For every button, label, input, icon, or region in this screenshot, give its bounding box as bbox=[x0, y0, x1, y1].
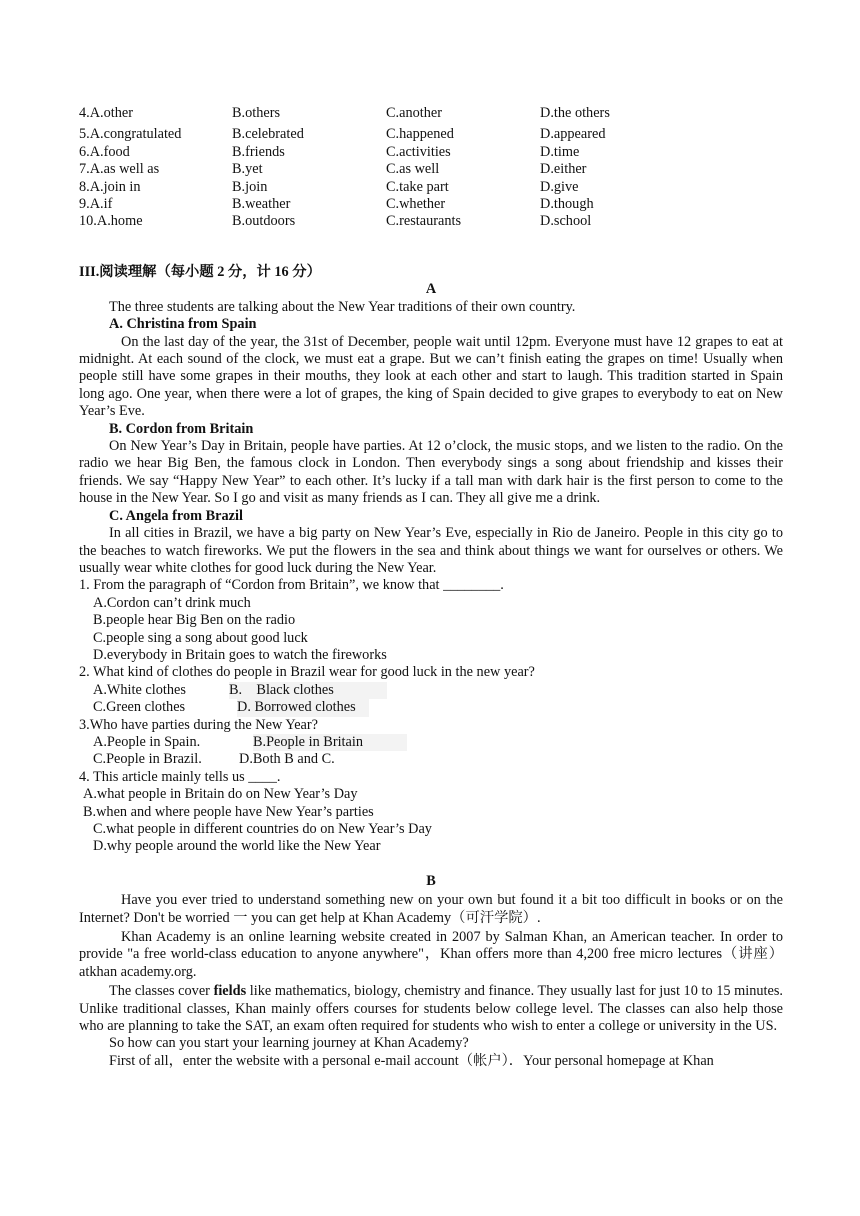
paragraph-3-rest: like mathematics, biology, chemistry and finance. They usually last for just 10 to 15 minutes. Unlike traditional classes, Khan mainly offers courses for students below college level. The classes can also help those who are planning to take the SAT, an exam often required for students who wish to enter a college or university in the US. bbox=[79, 983, 784, 1035]
option-a: 8.A.join in bbox=[79, 178, 141, 195]
option-row bbox=[79, 213, 779, 230]
option-c: C.activities bbox=[386, 143, 451, 160]
reading-section bbox=[79, 264, 783, 1070]
question-3-option-a: A.People in Spain. bbox=[93, 733, 201, 750]
paragraph-3-lead: The classes cover bbox=[109, 983, 214, 1000]
option-b: B.outdoors bbox=[232, 213, 296, 230]
question-1-option-a: A.Cordon can’t drink much bbox=[93, 594, 251, 611]
question-2-option-d: D. Borrowed clothes bbox=[237, 699, 369, 716]
option-b: B.others bbox=[232, 105, 281, 121]
passage-a-label: A bbox=[425, 281, 437, 298]
question-4-option-d: D.why people around the world like the New Year bbox=[93, 838, 381, 855]
part-text-britain: On New Year’s Day in Britain, people have parties. At 12 o’clock, the music stops, and we listen to the radio. On the radio we hear Big Ben, the famous clock in London. Then everybody sings a song about friendship and kisses their friends. We say “Happy New Year” to each other. It’s lucky if a tall man with dark hair is the first person to come to the house in the New Year. So I go and visit as many friends as I can. They all give me a drink. bbox=[79, 438, 783, 507]
part-text-brazil: In all cities in Brazil, we have a big party on New Year’s Eve, especially in Rio de Janeiro. People in this city go to the beaches to watch fireworks. We put the flowers in the sea and think about things we want for ourselves or others. We usually wear white clothes for good luck during the New Year. bbox=[79, 525, 783, 576]
option-c: C.take part bbox=[386, 178, 449, 195]
part-title-spain: A. Christina from Spain bbox=[109, 316, 257, 333]
question-3-option-d: D.Both B and C. bbox=[239, 751, 335, 768]
question-1-option-d: D.everybody in Britain goes to watch the fireworks bbox=[93, 646, 387, 663]
option-d: D.appeared bbox=[540, 126, 606, 143]
question-1-stem: 1. From the paragraph of “Cordon from Britain”, we know that ________. bbox=[79, 577, 504, 594]
question-1-option-c: C.people sing a song about good luck bbox=[93, 629, 308, 646]
option-row bbox=[79, 196, 779, 213]
passage-b-paragraph-5: First of all，enter the website with a personal e-mail account（帐户）．Your personal homepage at Khan bbox=[109, 1052, 714, 1069]
option-d: D.school bbox=[540, 213, 592, 230]
option-b: B.friends bbox=[232, 143, 285, 160]
option-a: 10.A.home bbox=[79, 213, 143, 230]
question-2-row-1 bbox=[79, 682, 783, 699]
option-c: C.whether bbox=[386, 195, 446, 212]
question-4-option-b: B.when and where people have New Year’s parties bbox=[83, 803, 374, 820]
option-d: D.though bbox=[540, 195, 594, 212]
passage-b-paragraph-2: Khan Academy is an online learning website created in 2007 by Salman Khan, an American teacher. In order to provide "a free world-class education to anyone anywhere"，Khan offers more than 4,200 free micro lectures（讲座）atkhan academy.org. bbox=[79, 929, 783, 980]
question-3-option-b: B.People in Britain bbox=[253, 734, 407, 751]
spacer bbox=[79, 856, 783, 873]
question-3-row-1 bbox=[79, 734, 783, 751]
option-row bbox=[79, 144, 779, 161]
question-2-option-a: A.White clothes bbox=[93, 681, 186, 698]
option-c: C.restaurants bbox=[386, 213, 462, 230]
question-4-option-c: C.what people in different countries do on New Year’s Day bbox=[93, 821, 432, 837]
question-3-row-2 bbox=[79, 751, 783, 768]
option-a: 4.A.other bbox=[79, 105, 133, 121]
part-title-britain: B. Cordon from Britain bbox=[109, 420, 254, 437]
part-title-brazil: C. Angela from Brazil bbox=[109, 507, 243, 524]
option-c: C.another bbox=[386, 105, 442, 121]
option-a: 6.A.food bbox=[79, 143, 130, 160]
question-3-option-c: C.People in Brazil. bbox=[93, 751, 202, 768]
option-a: 7.A.as well as bbox=[79, 161, 160, 178]
question-4-option-a: A.what people in Britain do on New Year’s Day bbox=[83, 786, 358, 803]
option-d: D.time bbox=[540, 143, 580, 160]
option-a: 9.A.if bbox=[79, 195, 113, 212]
option-b: B.weather bbox=[232, 195, 291, 212]
option-row bbox=[79, 105, 779, 122]
passage-b-label: B bbox=[426, 872, 436, 889]
question-2-option-c: C.Green clothes bbox=[93, 699, 186, 716]
option-c: C.happened bbox=[386, 126, 454, 143]
section-heading: III.阅读理解（每小题 2 分，计 16 分） bbox=[79, 264, 321, 280]
option-d: D.either bbox=[540, 161, 587, 178]
option-c: C.as well bbox=[386, 161, 440, 178]
option-row bbox=[79, 126, 779, 143]
question-3-stem: 3.Who have parties during the New Year? bbox=[79, 716, 319, 733]
option-row bbox=[79, 161, 779, 178]
question-1-option-b: B.people hear Big Ben on the radio bbox=[93, 612, 296, 629]
option-b: B.yet bbox=[232, 161, 263, 178]
option-d: D.give bbox=[540, 178, 579, 195]
option-b: B.join bbox=[232, 178, 268, 195]
question-2-row-2 bbox=[79, 699, 783, 716]
passage-b-paragraph-4: So how can you start your learning journey at Khan Academy? bbox=[109, 1035, 469, 1052]
option-row bbox=[79, 179, 779, 196]
option-d: D.the others bbox=[540, 105, 610, 121]
passage-b-paragraph-3 bbox=[79, 983, 783, 1035]
fields-keyword: fields bbox=[213, 983, 247, 1000]
question-2-option-b: B. Black clothes bbox=[229, 682, 387, 699]
question-2-stem: 2. What kind of clothes do people in Brazil wear for good luck in the new year? bbox=[79, 664, 535, 681]
question-4-stem: 4. This article mainly tells us ____. bbox=[79, 768, 281, 785]
part-text-spain: On the last day of the year, the 31st of December, people wait until 12pm. Everyone must have 12 grapes to eat at midnight. At each sound of the clock, we must eat a grape. But we can’t finish eating the grapes on time! Usually when people still have some grapes in their mouths, they look at each other and start to laugh. This tradition started in Spain long ago. One year, when there were a lot of grapes, the king of Spain decided to give grapes to everybody to eat on New Year’s Eve. bbox=[79, 333, 783, 420]
passage-b-paragraph-1: Have you ever tried to understand something new on your own but found it a bit too difficult in books or on the Internet? Don't be worried 一 you can get help at Khan Academy（可汗学院）. bbox=[79, 892, 783, 926]
passage-intro: The three students are talking about the New Year traditions of their own country. bbox=[109, 298, 576, 315]
option-b: B.celebrated bbox=[232, 126, 304, 143]
cloze-options bbox=[79, 105, 779, 231]
option-a: 5.A.congratulated bbox=[79, 126, 182, 143]
